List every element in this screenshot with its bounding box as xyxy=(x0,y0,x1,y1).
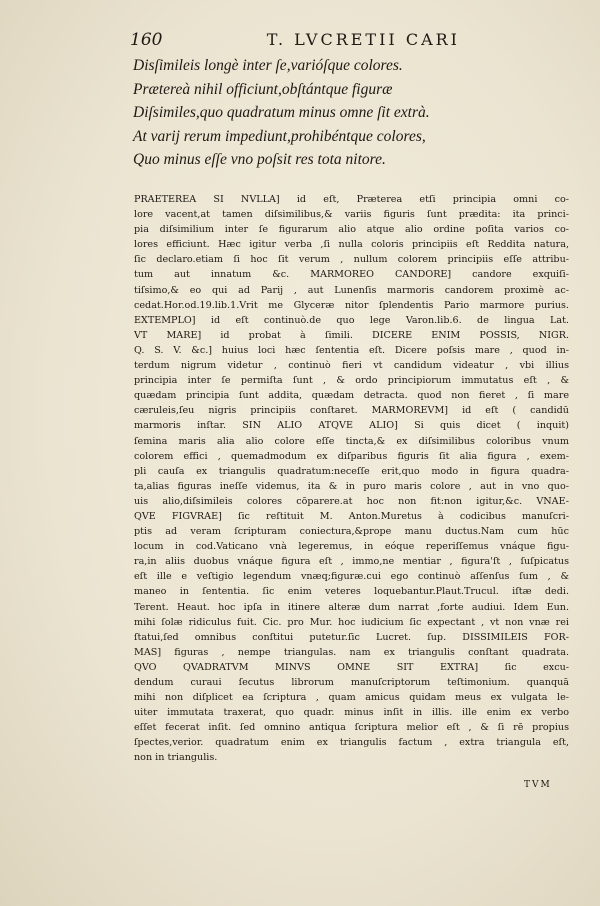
commentary-line: tum aut innatum &c. MARMOREO CANDORE] candore exquiſi- xyxy=(134,269,569,281)
commentary-line: principia inter ſe permiſta ſunt , & ordo principiorum immutatus eſt , & xyxy=(134,375,569,387)
commentary-line: QVO QVADRATVM MINVS OMNE SIT EXTRA] ſic excu- xyxy=(134,661,569,673)
commentary-line: MAS] figuras , nempe triangulas. nam ex triangulis conſtant quadrata. xyxy=(134,646,569,658)
commentary-line: uiter immutata traxerat, quo quadr. minus inſit in illis. ille enim ex verbo xyxy=(134,707,569,719)
commentary-line: uis alio,diſsimileis colores cōparere.at hoc non fit:non igitur,&c. VNAE- xyxy=(134,495,569,507)
commentary-line: ra,in aliis duobus vnáque figura eſt , immo,ne mentiar , figura'ſt , ſuſpicatus xyxy=(134,556,569,568)
commentary-line: maneo in ſententia. ſic enim veteres loquebantur.Plaut.Trucul. iſtæ dedi. xyxy=(134,586,569,598)
commentary-line: QVE FIGVRAE] ſic reſtituit M. Anton.Muretus à codicibus manuſcri- xyxy=(134,510,569,522)
commentary-line: ſemina maris alia alio colore eſſe tincta,& ex diſsimilibus coloribus vnum xyxy=(134,435,569,447)
commentary-line: lore vacent,at tamen diſsimilibus,& variis figuris ſunt prædita: ita princi- xyxy=(134,209,569,221)
commentary-line: ſic declaro.etiam ſi hoc ſit verum , nullum colorem principiis eſſe attribu- xyxy=(134,254,569,266)
commentary-line: EXTEMPLO] id eſt continuò.de quo lege Varon.lib.6. de lingua Lat. xyxy=(134,314,569,326)
commentary-line: eſt ille e veſtigio legendum vnæq;figuræ.cui ego continuò aſſenſus ſum , & xyxy=(134,571,569,583)
verse-block xyxy=(133,54,483,172)
commentary-line: ſtatui,ſed omnibus conſtitui putetur.ſic Lucret. ſup. DISSIMILEIS FOR- xyxy=(134,631,569,643)
commentary-line: non in triangulis. xyxy=(134,752,218,764)
commentary-line: Terent. Heaut. hoc ipſa in itinere alteræ dum narrat ,forte audiui. Idem Eun. xyxy=(134,601,569,613)
commentary-line: tiſsimo,& eo qui ad Parij , aut Lunenſis marmoris candorem proximè ac- xyxy=(134,284,569,296)
commentary-line: cæruleis,ſeu nigris principiis conſtaret. MARMOREVM] id eſt ( candidū xyxy=(134,405,569,417)
verse-line: At varij rerum impediunt,prohibéntque colores, xyxy=(133,127,426,145)
verse-line: Prætereà nihil officiunt,obſtántque figuræ xyxy=(133,80,393,98)
commentary-line: pia diſsimilium inter ſe figurarum alio atque alio ordine poſita varios co- xyxy=(134,224,569,236)
commentary-line: VT MARE] id probat à ſimili. DICERE ENIM POSSIS, NIGR. xyxy=(134,329,569,341)
commentary-block xyxy=(134,192,569,766)
commentary-line: colorem effici , quemadmodum ex diſparibus figuris ſit alia figura , exem- xyxy=(134,450,569,462)
commentary-line: locum in cod.Vaticano vnà legeremus, in eóque reperiſſemus vnáque figu- xyxy=(134,541,569,553)
running-title: T. LVCRETII CARI xyxy=(266,30,460,49)
verse-line: Diſsimiles,quo quadratum minus omne ſit extrà. xyxy=(133,104,430,121)
commentary-line: PRAETEREA SI NVLLA] id eſt, Præterea etſi principia omni co- xyxy=(134,194,569,205)
commentary-line: Q. S. V. &c.] huius loci hæc ſententia eſt. Dicere poſsis mare , quod in- xyxy=(134,344,569,356)
commentary-line: eſſet fecerat inſit. ſed omnino antiqua ſcriptura melior eſt , & ſi rē propius xyxy=(134,722,569,734)
commentary-line: mihi non diſplicet ea ſcriptura , quam amicus quidam meus ex vulgata le- xyxy=(134,692,569,704)
page-number: 160 xyxy=(130,30,163,50)
catchword: TVM xyxy=(524,780,552,790)
commentary-line: terdum nigrum videtur , continuò fieri vt candidum videatur , vbi illius xyxy=(134,360,569,372)
commentary-line: ta,alias figuras ineſſe videmus, ita & in puro maris colore , aut in vno quo- xyxy=(134,480,569,492)
commentary-line: ptis ad veram ſcripturam coniectura,&prope manu ductus.Nam cum hūc xyxy=(134,526,569,538)
commentary-line: dendum curaui ſecutus librorum manuſcriptorum teſtimonium. quanquā xyxy=(134,677,569,688)
commentary-line: cedat.Hor.od.19.lib.1.Vrit me Glyceræ nitor ſplendentis Pario marmore purius. xyxy=(134,299,569,311)
commentary-line: lores efficiunt. Hæc igitur verba ,ſi nulla coloris principiis eſt Reddita natura, xyxy=(134,239,569,251)
verse-line: Disſimileis longè inter ſe,varióſque colores. xyxy=(133,57,403,74)
verse-line: Quo minus eſſe vno poſsit res tota nitore. xyxy=(133,151,386,168)
running-head xyxy=(130,30,460,50)
commentary-line: pli cauſa ex triangulis quadratum:neceſſe erit,quo modo in figura quadra- xyxy=(134,465,569,477)
commentary-line: ſpectes,verior. quadratum enim ex triangulis factum , extra triangula eſt, xyxy=(134,737,569,749)
commentary-line: quædam principia ſunt addita, quædam detracta. quod non fieret , ſi mare xyxy=(134,390,569,402)
commentary-line: mihi ſolæ ridiculus fuit. Cic. pro Mur. hoc iudicium ſic expectant , vt non vnæ rei xyxy=(134,616,569,628)
commentary-line: marmoris inſtar. SIN ALIO ATQVE ALIO] Si quis dicet ( inquit) xyxy=(134,420,569,432)
